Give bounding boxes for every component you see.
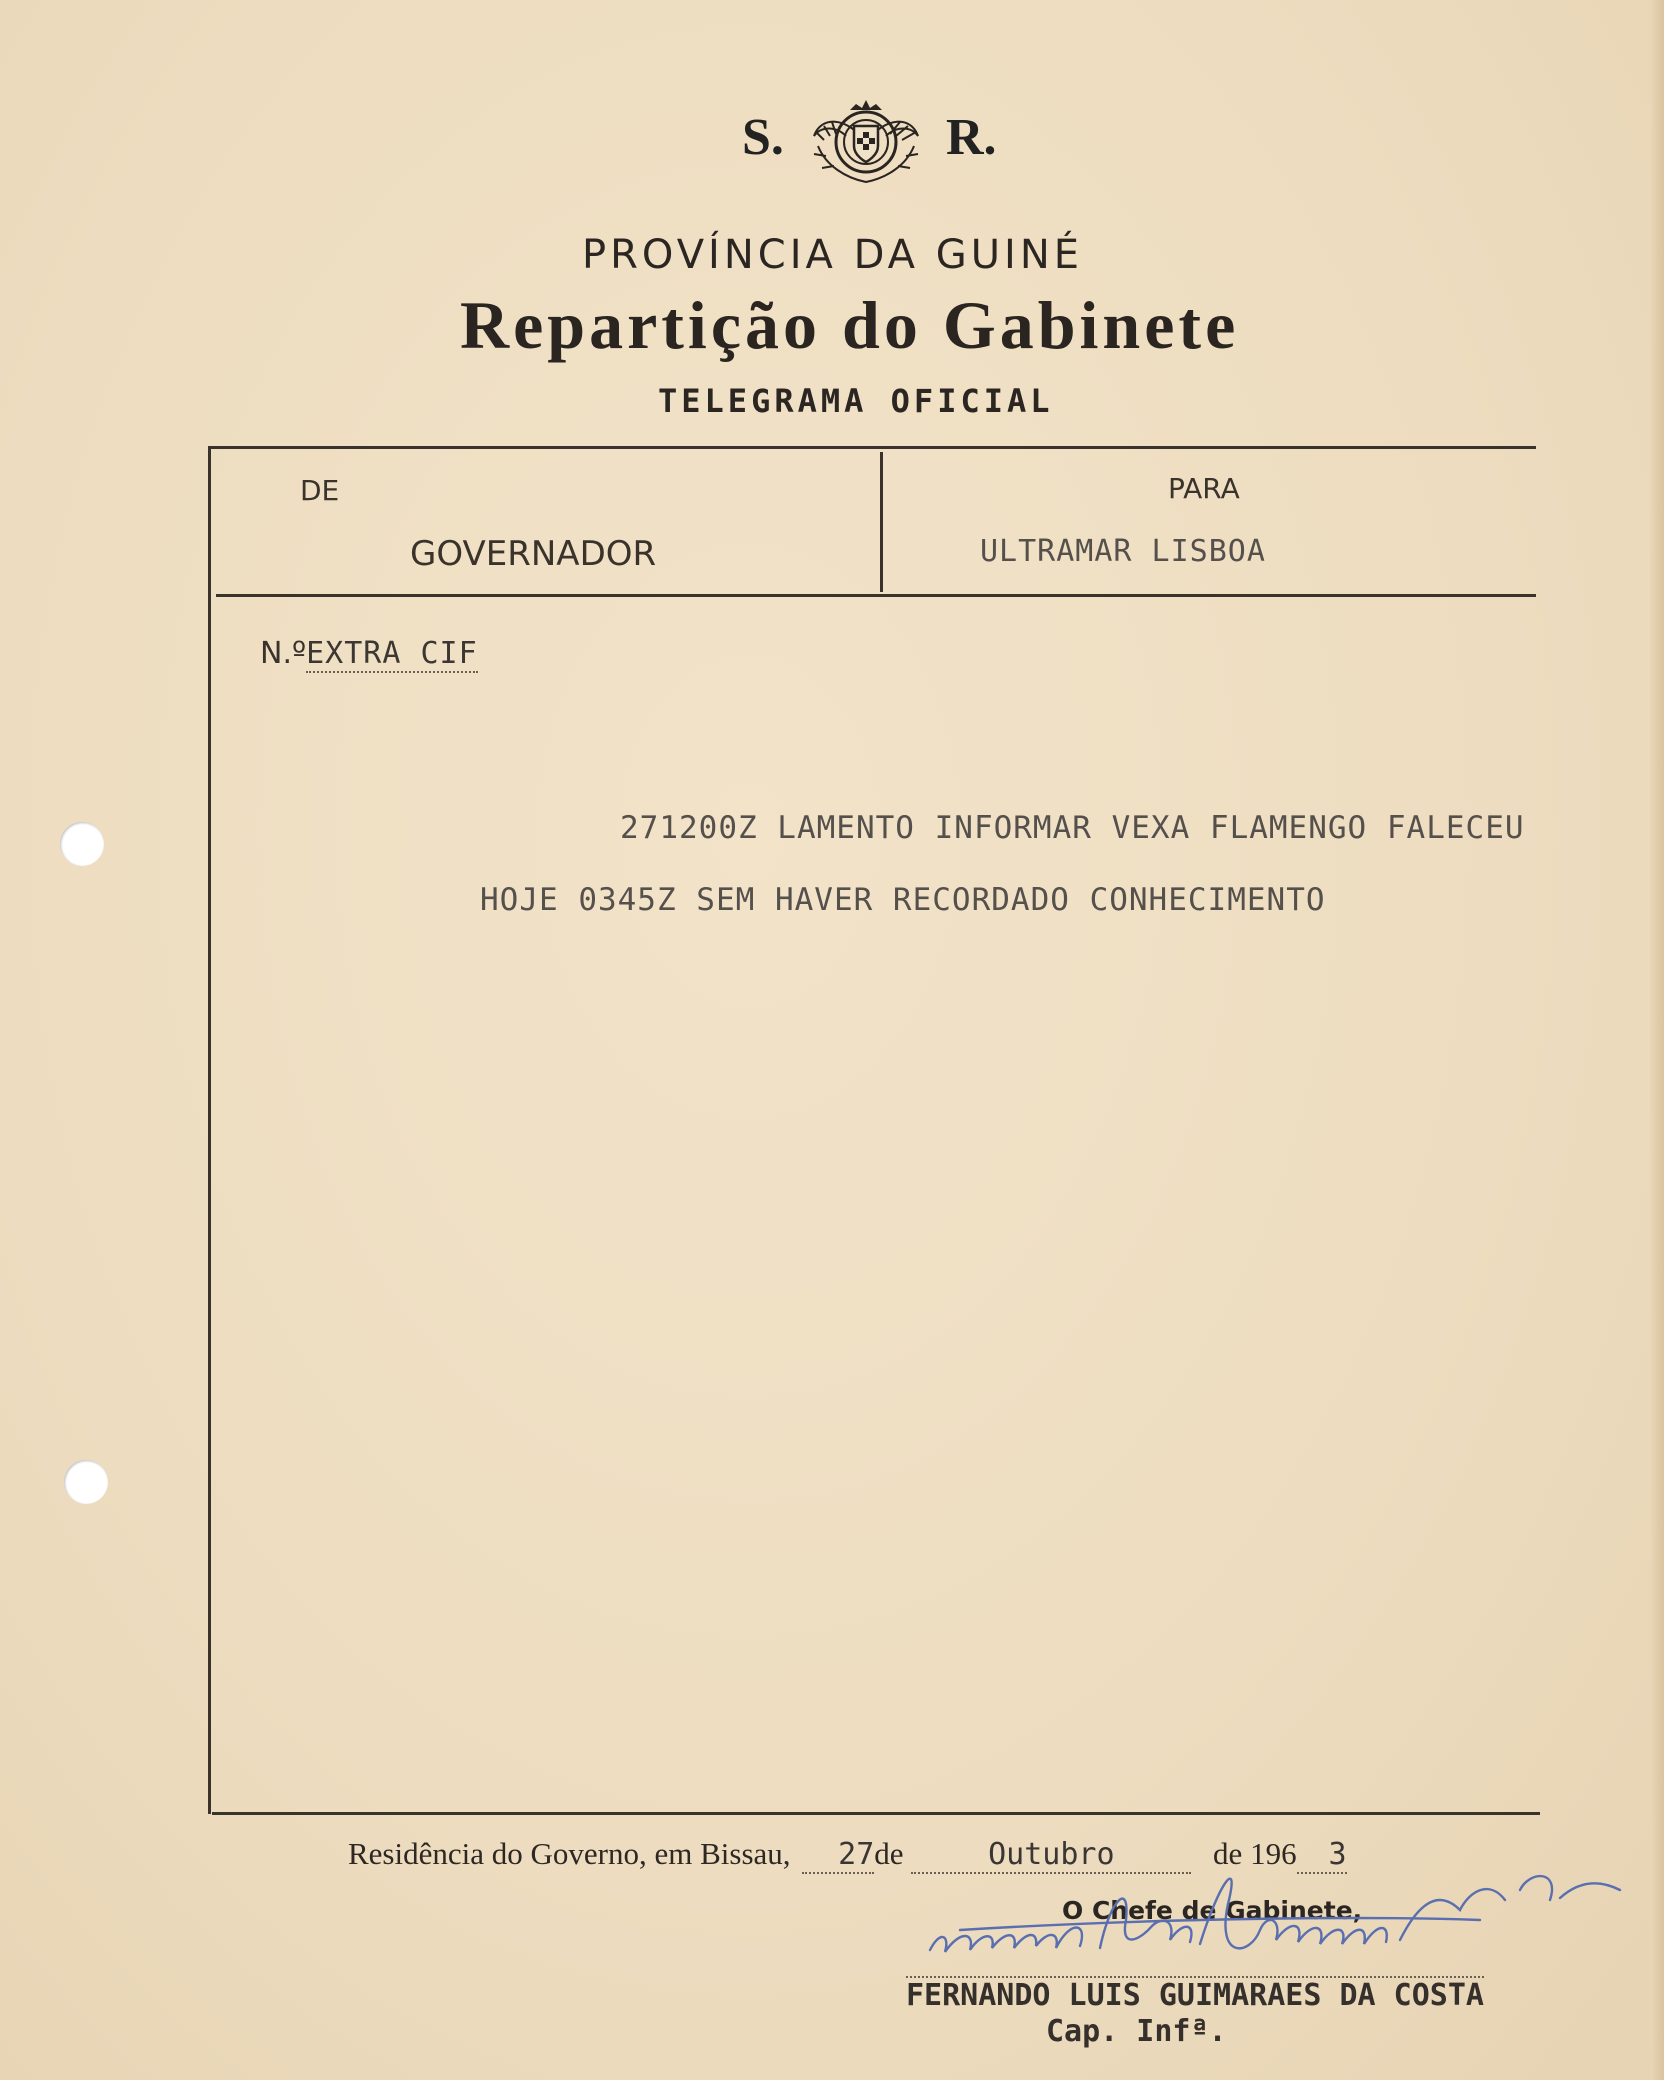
department-title: Repartição do Gabinete (460, 287, 1240, 363)
province-title: PROVÍNCIA DA GUINÉ (582, 232, 1084, 278)
month-value: Outubro (988, 1837, 1115, 1872)
routing-bottom-rule (216, 594, 1536, 597)
punch-hole-top (60, 822, 104, 866)
coat-of-arms-icon (806, 96, 926, 188)
signatory-name: FERNANDO LUIS GUIMARAES DA COSTA (906, 1978, 1484, 2013)
punch-hole-bottom (64, 1460, 108, 1504)
number-label: N.º (260, 636, 307, 671)
form-top-rule (208, 446, 1536, 449)
routing-divider (880, 452, 883, 592)
number-value: EXTRA CIF (306, 636, 478, 671)
header-left-letter: S. (742, 109, 784, 166)
paper-edge (1650, 0, 1664, 2080)
message-line-1: 271200Z LAMENTO INFORMAR VEXA FLAMENGO FALECEU (620, 810, 1525, 846)
document-type: TELEGRAMA OFICIAL (658, 382, 1054, 420)
place-text: Residência do Governo, em Bissau, (348, 1836, 791, 1871)
day-field (802, 1836, 874, 1874)
date-de-1: de (874, 1836, 904, 1871)
message-line-2: HOJE 0345Z SEM HAVER RECORDADO CONHECIMENTO (480, 882, 1326, 918)
to-label: PARA (1168, 472, 1240, 505)
from-label: DE (300, 474, 340, 507)
day-value: 27 (838, 1837, 875, 1872)
year-value: 3 (1328, 1837, 1347, 1872)
form-bottom-rule (212, 1812, 1540, 1815)
chief-title: O Chefe de Gabinete, (1062, 1896, 1363, 1925)
year-prefix: 196 (1250, 1836, 1297, 1871)
signatory-rank: Cap. Infª. (1046, 2014, 1227, 2049)
header-right-letter: R. (946, 109, 997, 166)
from-value: GOVERNADOR (410, 534, 657, 574)
to-value: ULTRAMAR LISBOA (980, 534, 1266, 569)
date-de-2: de (1213, 1836, 1243, 1871)
handwritten-signature (920, 1860, 1640, 1970)
number-field (260, 636, 478, 671)
form-left-rule (208, 446, 211, 1814)
